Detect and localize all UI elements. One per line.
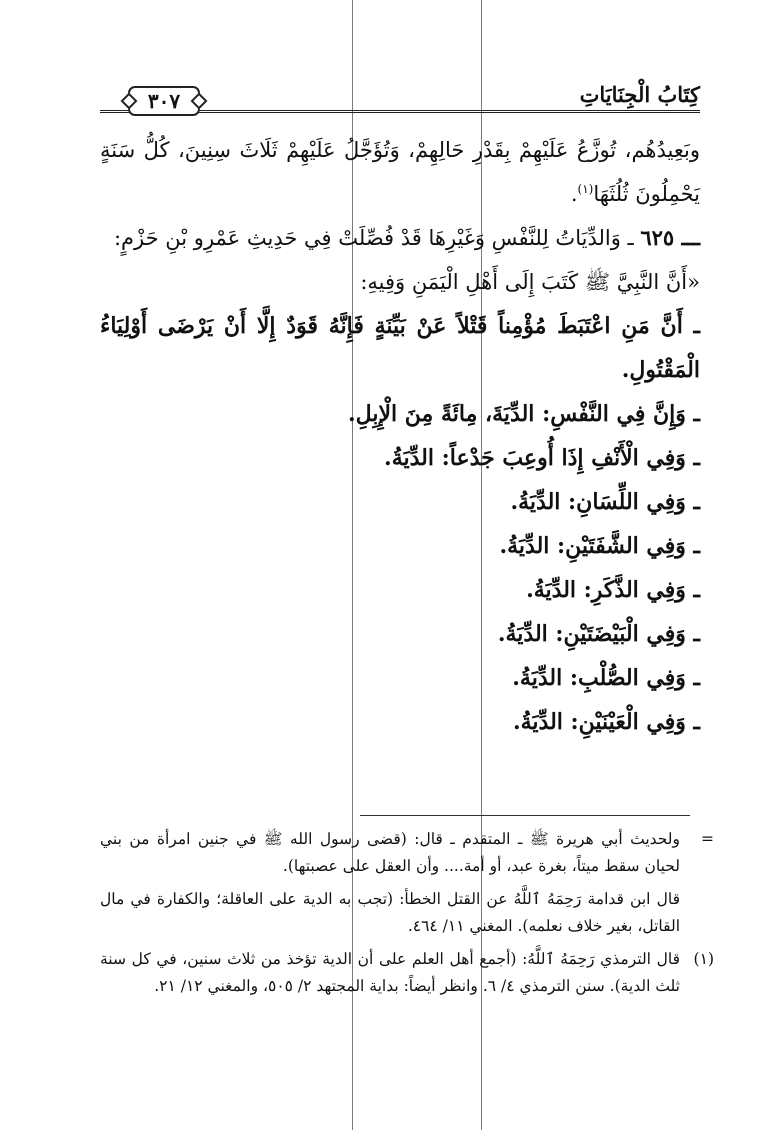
footnote-1: [100, 946, 714, 1000]
paragraph-continuation: [100, 128, 700, 216]
hadith-line: ـ وَفِي الْأَنْفِ إِذَا أُوعِبَ جَدْعاً: الدِّيَةُ.: [384, 445, 700, 471]
hadith-list: [100, 304, 700, 744]
hadith-line: ـ وَفِي الشَّفَتَيْنِ: الدِّيَةُ.: [499, 533, 700, 559]
chapter-title: كِتَابُ الْجِنَايَاتِ: [579, 82, 700, 107]
footnote-continuation: [100, 826, 714, 880]
hadith-line: ـ وَفِي الذَّكَرِ: الدِّيَةُ.: [526, 577, 700, 603]
footnote-1-marker: (١): [693, 950, 714, 968]
section-625: [100, 216, 700, 260]
paragraph-1-text: وبَعِيدُهُم، تُوزَّعُ عَلَيْهِمْ بِقَدْرِ حَالِهِمْ، وَتُؤَجَّلُ عَلَيْهِمْ ثَلَاثَ سِنِينَ، كُلُّ سَنَةٍ يَحْمِلُونَ ثُلُثَهَا: [100, 138, 700, 206]
footnote-1-text: قال الترمذي رَحِمَهُ ٱللَّهُ: (أجمع أهل العلم على أن الدية تؤخذ من ثلاث سنين، في كل سنة ثلث الدية). سنن الترمذي ٤/ ٦. وانظر أيضاً: بداية المجتهد ٢/ ٥٠٥، والمغني ١٢/ ٢١.: [100, 950, 680, 995]
hadith-line: ـ وَفِي اللِّسَانِ: الدِّيَةُ.: [510, 489, 700, 515]
footnote-reference-1: (١): [577, 182, 594, 196]
page-number: ٣٠٧: [128, 86, 200, 116]
footnote-ibn-qudama: قال ابن قدامة رَحِمَهُ ٱللَّهُ عن القتل الخطأ: (تجب به الدية على العاقلة؛ والكفارة في مال القاتل، بغير خلاف نعلمه). المغني ١١/ ٤٦٤.: [100, 890, 680, 935]
continuation-marker: =: [701, 830, 714, 848]
hadith-line: ـ وَإِنَّ فِي النَّفْسِ: الدِّيَةَ، مِائَةً مِنَ الْإِبِلِ.: [348, 401, 700, 427]
hadith-intro: «أَنَّ النَّبِيَّ ﷺ كَتَبَ إِلَى أَهْلِ الْيَمَنِ وَفِيهِ:: [360, 270, 700, 294]
page-header: [100, 80, 700, 120]
hadith-line: ـ وَفِي الْبَيْضَتَيْنِ: الدِّيَةُ.: [497, 621, 700, 647]
hadith-line: ـ وَفِي الصُّلْبِ: الدِّيَةُ.: [512, 665, 700, 691]
paragraph-1-end: .: [570, 182, 578, 206]
hadith-line: ـ وَفِي الْعَيْنَيْنِ: الدِّيَةُ.: [512, 709, 700, 735]
footnotes: [100, 826, 714, 1006]
section-number: ـــ ٦٢٥: [640, 225, 700, 250]
section-text: ـ وَالدِّيَاتُ لِلنَّفْسِ وَغَيْرِهَا قَدْ فُصِّلَتْ فِي حَدِيثِ عَمْرِو بْنِ حَزْمٍ:: [113, 226, 634, 250]
footnote-continuation-text: ولحديث أبي هريرة ﷺ ـ المتقدم ـ قال: (قضى رسول الله ﷺ في جنين امرأة من بني لحيان سقط ميتاً، بغرة عبد، أو أمة.... وأن العقل على عصبتها).: [100, 830, 680, 875]
footnote-separator: [360, 815, 690, 816]
hadith-line: ـ أَنَّ مَنِ اعْتَبَطَ مُؤْمِناً قَتْلاً عَنْ بَيِّنَةٍ فَإِنَّهُ قَوَدٌ إِلَّا أَنْ يَرْضَى أَوْلِيَاءُ الْمَقْتُولِ.: [100, 313, 700, 383]
main-text: [100, 128, 700, 744]
